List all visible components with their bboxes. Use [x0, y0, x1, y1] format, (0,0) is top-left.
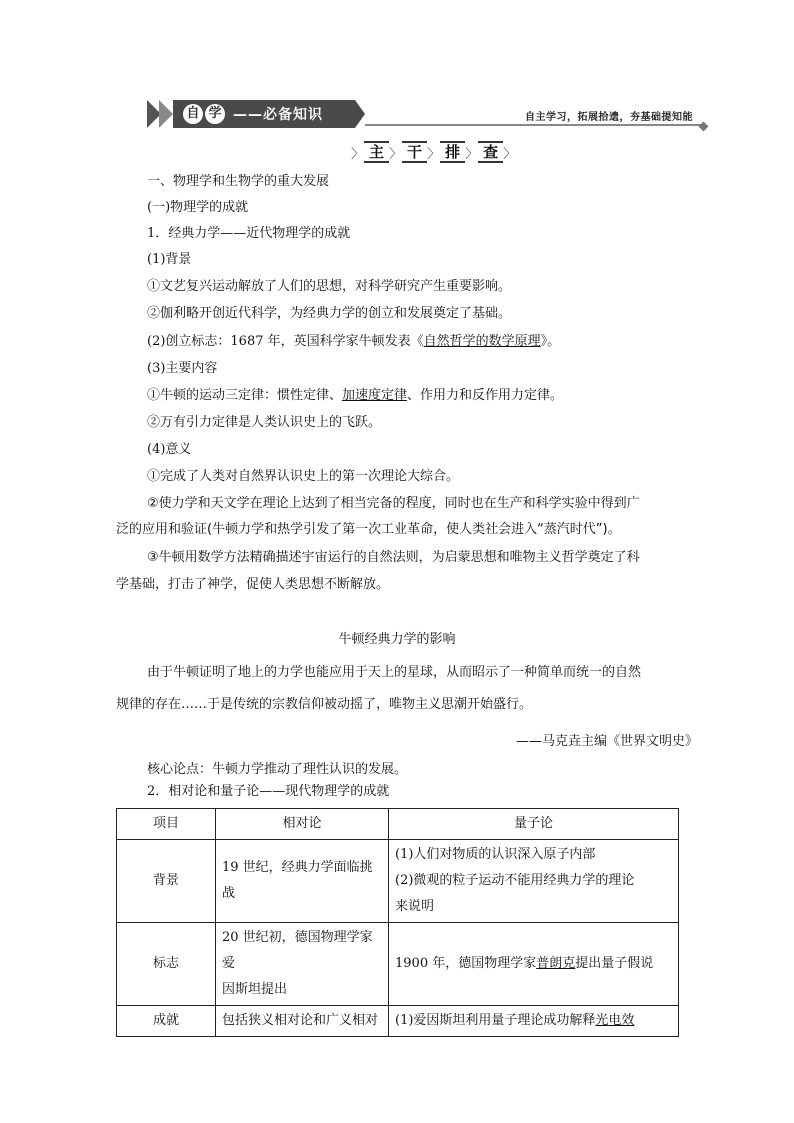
tag-char: 干 [402, 141, 427, 163]
banner-arrow-icon [355, 100, 365, 128]
text-span: (1)爱因斯坦利用量子理论成功解释 [395, 1013, 596, 1028]
heading-3: 1．经典力学——近代物理学的成就 [147, 226, 351, 241]
section-tag [351, 140, 516, 164]
tag-char: 排 [440, 141, 465, 163]
paragraph-line: ②使力学和天文学在理论上达到了相当完备的程度，同时也在生产和科学实验中得到广 [147, 496, 640, 511]
table-cell: 19 世纪，经典力学面临挑战 [216, 840, 389, 923]
quote-title: 牛顿经典力学的影响 [338, 632, 456, 647]
underlined-term: 加速度定律 [342, 388, 408, 403]
comparison-table [116, 808, 679, 1037]
paragraph-line: ②伽利略开创近代科学，为经典力学的创立和发展奠定了基础。 [147, 306, 512, 321]
cell-line: (1)人们对物质的认识深入原子内部 [395, 847, 596, 862]
table-header: 量子论 [389, 809, 679, 840]
paragraph-line: ③牛顿用数学方法精确描述宇宙运行的自然法则，为启蒙思想和唯物主义哲学奠定了科 [147, 550, 640, 565]
chevron-icon: 〉 [427, 146, 441, 162]
banner-rest: ——必备知识 [233, 107, 323, 123]
paragraph-line: 泛的应用和验证(牛顿力学和热学引发了第一次工业革命，使人类社会进入“蒸汽时代”)。 [116, 522, 621, 537]
table-cell: 包括狭义相对论和广义相对 [216, 1006, 389, 1037]
tag-char: 主 [364, 141, 389, 163]
underlined-term: 普朗克 [536, 956, 576, 971]
table-row [117, 1006, 679, 1037]
tag-char: 查 [478, 141, 503, 163]
chevron-icon [159, 100, 173, 128]
row-label: 标志 [117, 923, 216, 1006]
cell-line: (2)微观的粒子运动不能用经典力学的理论 [395, 873, 635, 888]
banner-char-1: 自 [183, 104, 203, 124]
quote-line: 由于牛顿证明了地上的力学也能应用于天上的星球，从而昭示了一种简单而统一的自然 [147, 665, 642, 680]
text-span: 提出量子假说 [575, 956, 654, 971]
diamond-icon [699, 122, 709, 132]
subheading: (1)背景 [147, 252, 192, 267]
quote-line: 规律的存在……于是传统的宗教信仰被动摇了，唯物主义思潮开始盛行。 [116, 697, 533, 712]
paragraph-line: ②万有引力定律是人类认识史上的飞跃。 [147, 415, 382, 430]
table-header-row [117, 809, 679, 840]
heading-1: 一、物理学和生物学的重大发展 [147, 174, 330, 189]
chevron-icon: 〉 [351, 146, 365, 162]
section-banner [147, 100, 707, 128]
cell-line: 来说明 [395, 899, 435, 914]
text-span: 1900 年，德国物理学家 [395, 956, 537, 971]
banner-rule [365, 124, 701, 126]
table-cell [216, 923, 389, 1006]
underlined-term: 光电效 [595, 1013, 635, 1028]
banner-char-2: 学 [205, 104, 225, 124]
table-cell [389, 840, 679, 923]
table-row [117, 840, 679, 923]
text-span: 》。 [540, 334, 561, 349]
table-row [117, 923, 679, 1006]
banner-slogan: 自主学习，拓展拾遗，夯基础提知能 [525, 112, 693, 123]
table-cell [389, 923, 679, 1006]
banner-title [173, 100, 355, 128]
table-header: 相对论 [216, 809, 389, 840]
text-span: 、作用力和反作用力定律。 [407, 388, 564, 403]
underlined-term: 自然哲学的数学原理 [423, 334, 541, 349]
paragraph-line: ①文艺复兴运动解放了人们的思想，对科学研究产生重要影响。 [147, 279, 512, 294]
subheading: (4)意义 [147, 442, 192, 457]
core-point: 核心论点：牛顿力学推动了理性认识的发展。 [147, 762, 408, 777]
cell-line: 20 世纪初，德国物理学家爱 [222, 930, 373, 971]
heading-2: (一)物理学的成就 [147, 200, 249, 215]
chevron-icon: 〉 [503, 146, 517, 162]
table-cell [389, 1006, 679, 1037]
cell-line: 因斯坦提出 [222, 982, 288, 997]
text-span: (2)创立标志：1687 年，英国科学家牛顿发表《 [147, 334, 424, 349]
paragraph-line: 学基础，打击了神学，促使人类思想不断解放。 [116, 577, 390, 592]
heading-3: 2．相对论和量子论——现代物理学的成就 [147, 784, 390, 799]
row-label: 背景 [117, 840, 216, 923]
quote-source: ——马克垚主编《世界文明史》 [515, 734, 698, 749]
chevron-icon: 〉 [465, 146, 479, 162]
subheading: (3)主要内容 [147, 361, 218, 376]
text-span: ①牛顿的运动三定律：惯性定律、 [147, 388, 343, 403]
table-header: 项目 [117, 809, 216, 840]
paragraph-line [147, 386, 563, 406]
chevron-icon: 〉 [389, 146, 403, 162]
row-label: 成就 [117, 1006, 216, 1037]
paragraph-line: ①完成了人类对自然界认识史上的第一次理论大综合。 [147, 469, 460, 484]
paragraph-line [147, 332, 560, 352]
